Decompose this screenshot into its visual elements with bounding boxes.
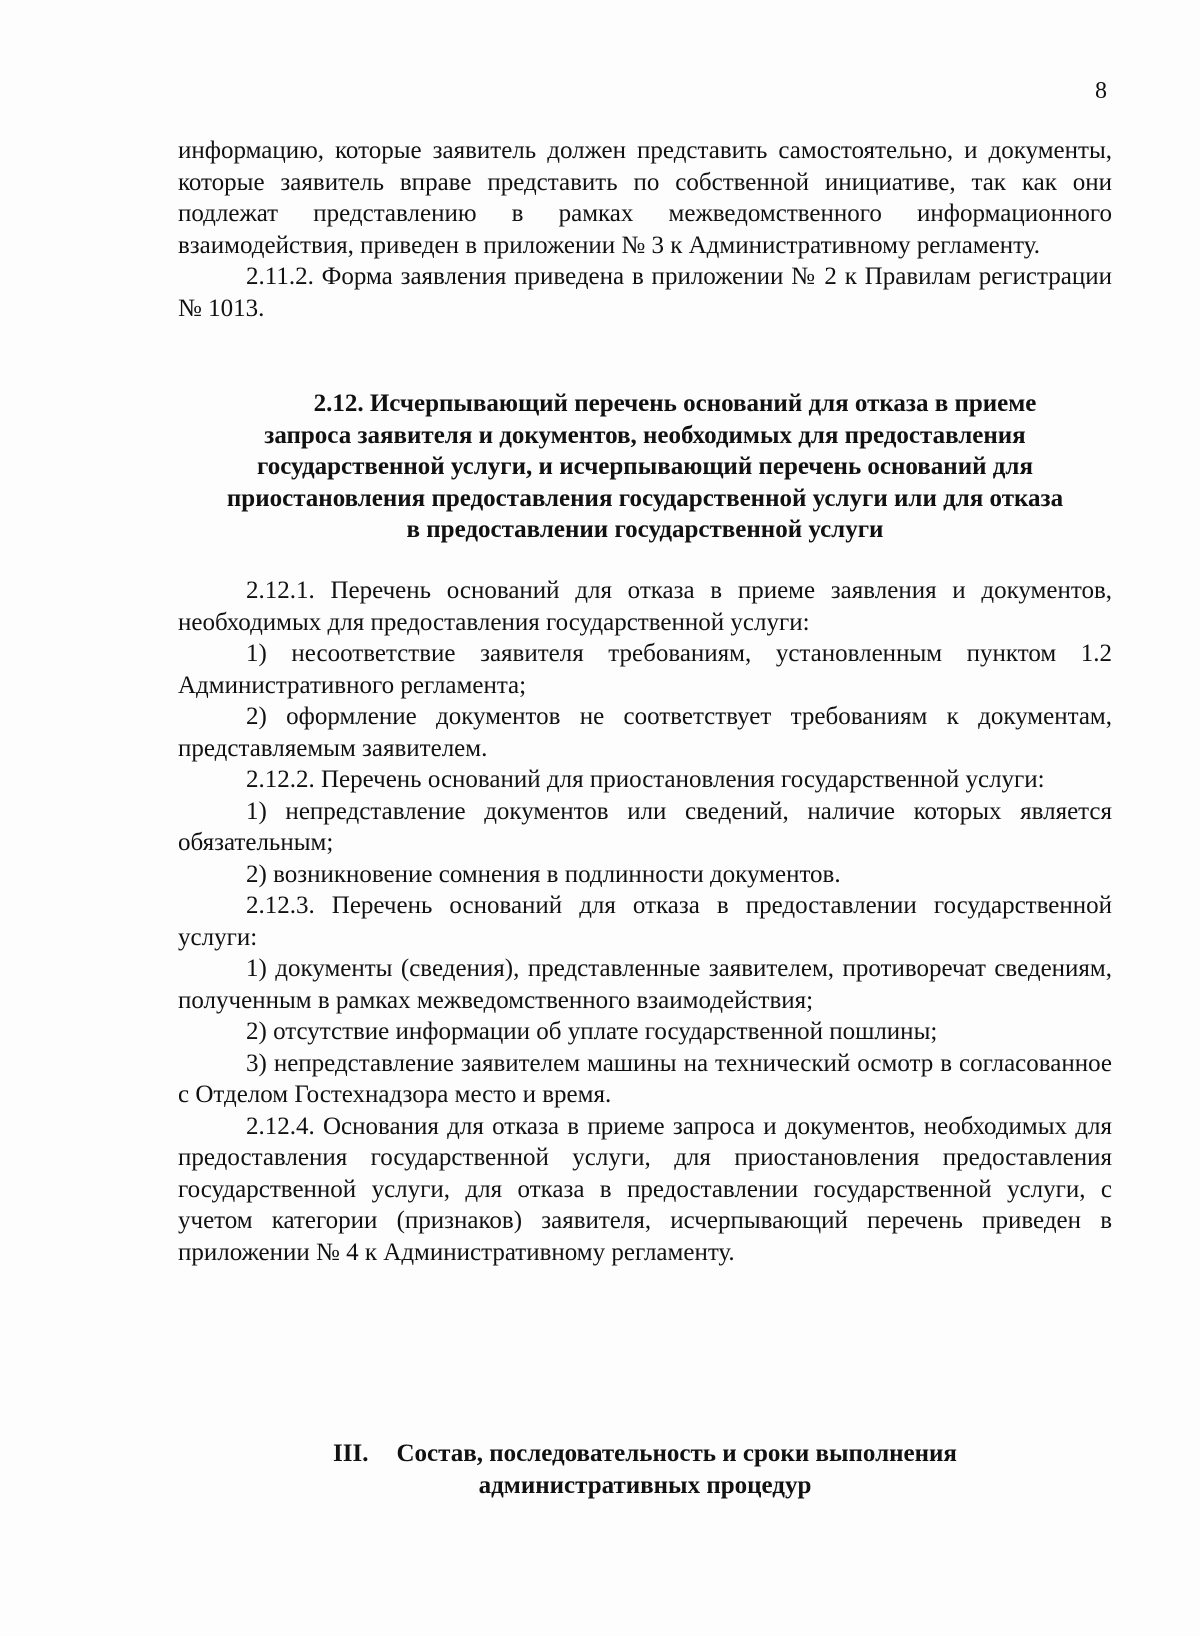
heading-line bbox=[178, 1438, 1112, 1470]
paragraph-2-12-3: 2.12.3. Перечень оснований для отказа в предоставлении государственной услуги: bbox=[178, 892, 1112, 951]
section-2-12-heading bbox=[178, 388, 1112, 546]
heading-line: административных процедур bbox=[478, 1471, 812, 1499]
list-item: 2) возникновение сомнения в подлинности документов. bbox=[246, 860, 841, 888]
heading-line: 2.12. Исчерпывающий перечень оснований для отказа в приеме bbox=[313, 390, 1037, 417]
intro-paragraph-2: 2.11.2. Форма заявления приведена в приложении № 2 к Правилам регистрации № 1013. bbox=[178, 263, 1112, 322]
section-roman-numeral: III. bbox=[333, 1440, 369, 1467]
section-III-heading bbox=[178, 1438, 1112, 1501]
paragraph-2-12-1: 2.12.1. Перечень оснований для отказа в приеме заявления и документов, необходимых для предоставления государственной услуги: bbox=[178, 577, 1112, 636]
intro-paragraph-1: информацию, которые заявитель должен представить самостоятельно, и документы, которые заявитель вправе представить по собственной инициативе, так как они подлежат представлению в рамках межведомственного информационного взаимодействия, приведен в приложении № 3 к Административному регламенту. bbox=[178, 137, 1112, 259]
list-item: 2) оформление документов не соответствует требованиям к документам, представляемым заявителем. bbox=[178, 703, 1112, 762]
heading-line: приостановления предоставления государственной услуги или для отказа bbox=[226, 484, 1064, 512]
intro-block bbox=[178, 135, 1112, 324]
list-item: 3) непредставление заявителем машины на технический осмотр в согласованное с Отделом Гостехнадзора место и время. bbox=[178, 1049, 1112, 1108]
list-item: 1) непредставление документов или сведений, наличие которых является обязательным; bbox=[178, 797, 1112, 856]
section-2-12-body bbox=[178, 575, 1112, 1268]
list-item: 1) документы (сведения), представленные заявителем, противоречат сведениям, полученным в рамках межведомственного взаимодействия; bbox=[178, 955, 1112, 1014]
list-item: 1) несоответствие заявителя требованиям, установленным пунктом 1.2 Административного регламента; bbox=[178, 640, 1112, 699]
heading-line: государственной услуги, и исчерпывающий перечень оснований для bbox=[257, 453, 1033, 480]
section-title: Состав, последовательность и сроки выполнения bbox=[396, 1440, 957, 1467]
page-number: 8 bbox=[1095, 78, 1107, 104]
heading-line: в предоставлении государственной услуги bbox=[406, 516, 884, 543]
paragraph-2-12-4: 2.12.4. Основания для отказа в приеме запроса и документов, необходимых для предоставления государственной услуги, для приостановления предоставления государственной услуги, для отказа в предоставлении государственной услуги, с учетом категории (признаков) заявителя, исчерпывающий перечень приведен в приложении № 4 к Административному регламенту. bbox=[178, 1112, 1112, 1266]
list-item: 2) отсутствие информации об уплате государственной пошлины; bbox=[246, 1018, 938, 1045]
paragraph-2-12-2: 2.12.2. Перечень оснований для приостановления государственной услуги: bbox=[246, 766, 1045, 793]
heading-line: запроса заявителя и документов, необходимых для предоставления bbox=[264, 421, 1026, 449]
